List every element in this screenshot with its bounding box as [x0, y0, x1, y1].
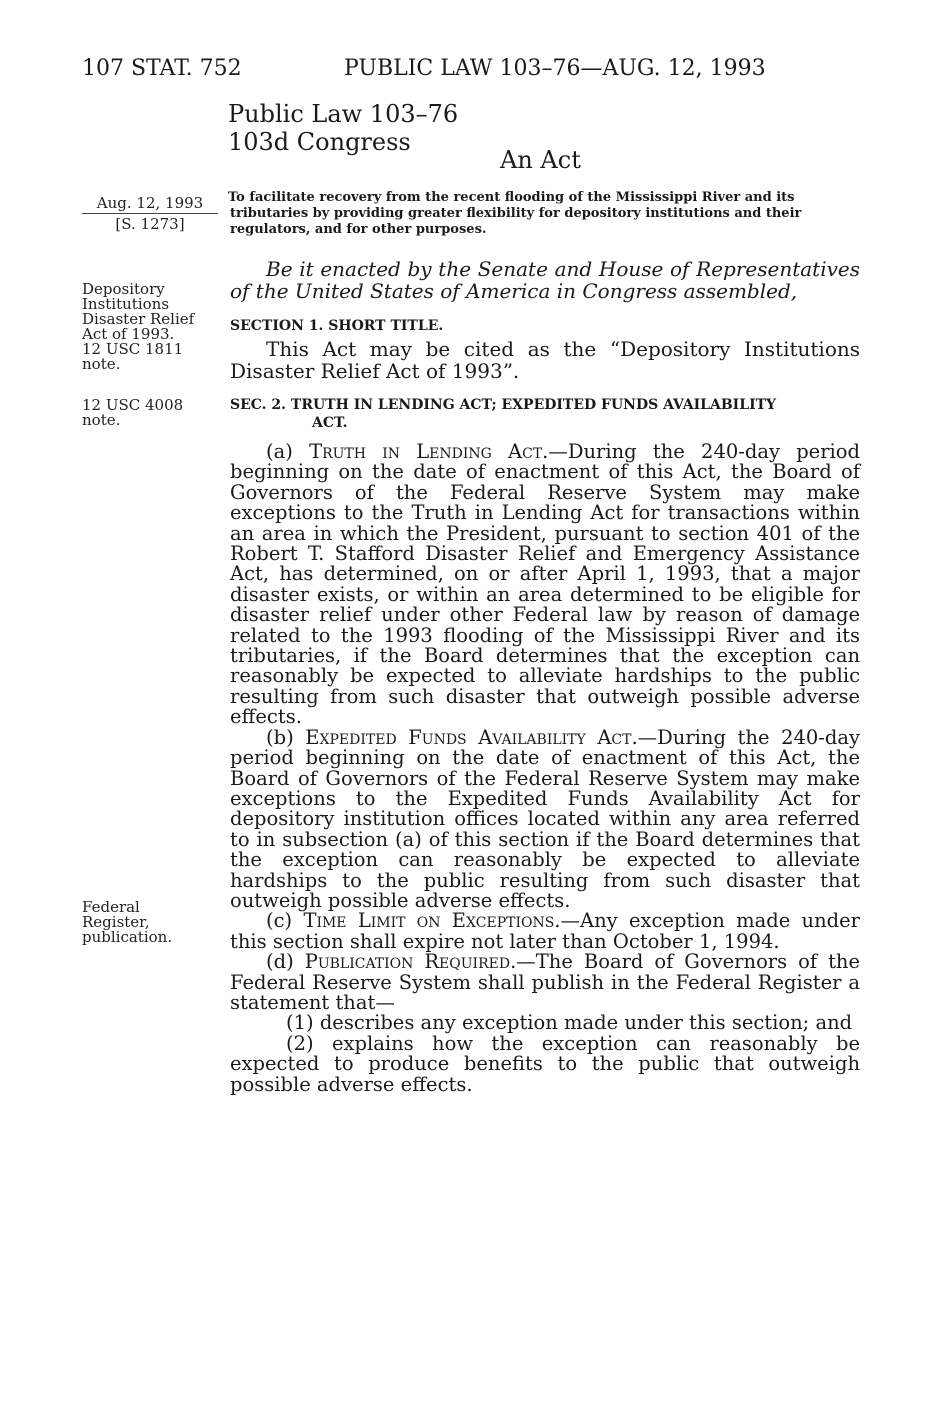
margin-line: Act of 1993.	[82, 325, 175, 343]
margin-line: Depository	[82, 280, 165, 298]
enacting-clause: Be it enacted by the Senate and House of Representatives of the United States of America in Congress assembled,	[230, 257, 860, 303]
subsection-c-caption: Time Limit on Exceptions.	[303, 909, 561, 933]
section1-body	[230, 338, 860, 382]
subsection-d-item-1: (1) describes any exception made under this section; and	[286, 1011, 853, 1035]
margin-line: Federal	[82, 898, 140, 916]
section2-body	[230, 442, 860, 1095]
section1-text: This Act may be cited as the “Depository Institutions Disaster Relief Act of 1993”.	[230, 337, 860, 383]
margin-bill-number: [S. 1273]	[115, 215, 185, 233]
margin-line: Register,	[82, 913, 150, 931]
an-act-heading: An Act	[500, 146, 581, 174]
margin-line: 12 USC 4008	[82, 396, 184, 414]
section2-heading	[230, 396, 860, 432]
purpose-clause: To facilitate recovery from the recent flooding of the Mississippi River and its tributaries by providing greater flexibility for depository institutions and their regulators, and for other purposes.	[228, 190, 802, 237]
section1-heading: SECTION 1. SHORT TITLE.	[230, 318, 444, 334]
subsection-d	[230, 952, 860, 1013]
subsection-d-text: —The Board of Governors of the Federal Reserve System shall publish in the Federal Register a statement that—	[230, 950, 861, 1014]
subsection-d-item-2: (2) explains how the exception can reasonably be expected to produce benefits to the public that outweigh possible adverse effects.	[230, 1031, 860, 1096]
subsection-a-label: (a)	[266, 440, 293, 463]
section2-heading-line2: ACT.	[312, 415, 348, 431]
subsection-d-caption: Publication Required.	[304, 950, 517, 974]
margin-sec2-note	[82, 398, 183, 428]
margin-line: publication.	[82, 928, 173, 946]
margin-date-note	[82, 196, 218, 232]
margin-publication-note	[82, 900, 172, 945]
subsection-b-caption: Expedited Funds Availability Act.	[305, 725, 638, 749]
subsection-b	[230, 725, 861, 912]
congress-number: 103d Congress	[228, 128, 411, 156]
margin-date: Aug. 12, 1993	[96, 194, 204, 212]
margin-line: note.	[82, 411, 121, 429]
subsection-d-label: (d)	[266, 950, 294, 974]
subsection-a-caption: Truth in Lending Act.	[309, 440, 549, 463]
subsection-c	[230, 911, 860, 952]
public-law-title	[228, 100, 458, 156]
margin-line: note.	[82, 355, 121, 373]
stat-page-number: 107 STAT. 752	[82, 56, 242, 81]
margin-short-title-note	[82, 282, 194, 372]
running-title: PUBLIC LAW 103–76—AUG. 12, 1993	[344, 56, 766, 81]
subsection-a-text: —During the 240-day period beginning on the date of enactment of this Act, the Board of Governors of the Federal Reserve System may make exceptions to the Truth in Lending Act for transactions within an area in which the President, pursuant to section 401 of the Robert T. Stafford Disaster Relief and Emergency Assistance Act, has determined, on or after April 1, 1993, that a major disaster exists, or within an area determined to be eligible for disaster relief under other Federal law by reason of damage related to the 1993 flooding of the Mississippi River and its tributaries, if the Board determines that the exception can reasonably be expected to alleviate hardships to the public resulting from such disaster that outweigh possible adverse effects.	[230, 440, 860, 729]
subsection-b-text: —During the 240-day period beginning on the date of enactment of this Act, the Board of Governors of the Federal Reserve System may make exceptions to the Expedited Funds Availability Act for depository institution offices located within any area referred to in subsection (a) of this section if the Board determines that the exception can reasonably be expected to alleviate hardships to the public resulting from such disaster that outweigh possible adverse effects.	[230, 725, 861, 912]
margin-line: Institutions	[82, 295, 170, 313]
margin-line: Disaster Relief	[82, 310, 195, 328]
margin-rule	[82, 213, 218, 214]
subsection-a	[230, 442, 860, 728]
margin-line: 12 USC 1811	[82, 340, 184, 358]
subsection-c-text: —Any exception made under this section shall expire not later than October 1, 1994.	[230, 909, 860, 953]
subsection-c-label: (c)	[266, 909, 293, 933]
subsection-b-label: (b)	[266, 725, 294, 749]
section2-heading-line1: SEC. 2. TRUTH IN LENDING ACT; EXPEDITED FUNDS AVAILABILITY	[230, 397, 777, 413]
public-law-number: Public Law 103–76	[228, 100, 459, 128]
